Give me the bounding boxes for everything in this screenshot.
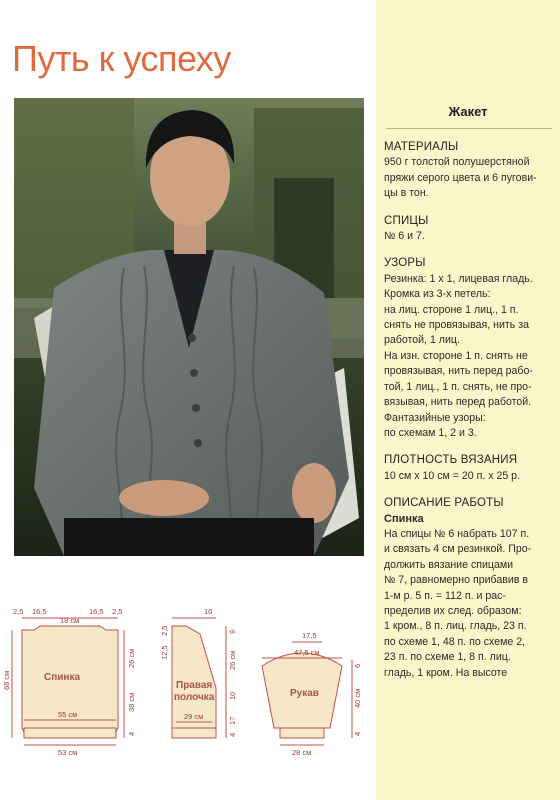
heading-divider (386, 128, 552, 129)
back-right-dim: 26 см (127, 648, 136, 668)
front-top-dim: 10 (204, 607, 213, 616)
section-heading: МАТЕРИАЛЫ (384, 141, 459, 153)
sleeve-bottom-dim: 28 см (292, 748, 312, 757)
front-left-dim: 12,5 (160, 645, 169, 660)
sleeve-right-dim: 40 см (353, 688, 362, 708)
back-ribbing (24, 728, 116, 738)
back-top-dim: 2,5 (112, 607, 123, 616)
back-left-dim: 68 см (2, 670, 11, 690)
section-subheading: Спинка (384, 512, 424, 525)
front-right-dim: 26 см (228, 650, 237, 670)
section-needles (384, 214, 556, 245)
section-text: Резинка: 1 х 1, лицевая гладь. Кромка из 3-х петель: на лиц. стороне 1 лиц., 1 п. снять не провязывая, нить за работой, 1 лиц. На изн. стороне 1 п. снять не провязывая, нить перед рабо- той, 1 лиц., 1 п. снять, не про- вязывая, нить перед работой. Фантазийные узоры: по схемам 1, 2 и 3. (384, 272, 533, 439)
model-photo (14, 98, 364, 556)
garment-heading: Жакет (448, 104, 488, 119)
page-title: Путь к успеху (12, 38, 231, 79)
section-patterns (384, 256, 556, 441)
section-gauge (384, 453, 556, 484)
section-text: 950 г толстой полушерстяной пряжи серого цвета и 6 пугови- цы в тон. (384, 156, 537, 200)
back-top-dim: 2,5 (13, 607, 24, 616)
model-photo-illustration (14, 98, 364, 556)
front-ribbing (172, 728, 216, 738)
back-right-dim: 4 (127, 731, 136, 736)
sleeve-piece-label: Рукав (290, 688, 319, 699)
sleeve-right-dim: 6 (353, 663, 362, 668)
back-piece-label: Спинка (44, 672, 81, 683)
section-text: № 6 и 7. (384, 230, 425, 243)
schematics-svg (0, 600, 376, 800)
instructions-body (384, 140, 556, 681)
section-heading: ОПИСАНИЕ РАБОТЫ (384, 497, 504, 510)
section-heading: ПЛОТНОСТЬ ВЯЗАНИЯ (384, 454, 518, 467)
sleeve-right-dim: 4 (353, 731, 362, 736)
section-heading: УЗОРЫ (384, 257, 426, 270)
section-materials (384, 140, 556, 202)
back-width-upper: 55 см (58, 710, 78, 719)
back-width-lower: 53 см (58, 748, 78, 757)
sleeve-ribbing (280, 728, 324, 738)
section-description (384, 496, 556, 681)
front-right-dim: 10 (228, 691, 237, 700)
section-heading: СПИЦЫ (384, 214, 429, 227)
back-top-dim: 16,5 (89, 607, 104, 616)
back-right-dim: 38 см (127, 692, 136, 712)
back-top-dim: 16,5 (32, 607, 47, 616)
sleeve-mid-dim: 47,5 см (294, 648, 320, 657)
instructions-sidebar (376, 0, 560, 800)
front-right-dim: 4 (228, 732, 237, 737)
section-text: На спицы № 6 набрать 107 п. и связать 4 см резинкой. Про- должить вязание спицами № 7, равномерно прибавив в 1-м р. 5 п. = 112 п. и рас- пределив их след. образом: 1 кром., 8 п. лиц. гладь, 23 п. по схеме 1, 48 п. по схеме 2, 23 п. по схеме 1, 8 п. лиц. гладь, 1 кром. На высоте (384, 527, 532, 679)
pattern-schematics (0, 600, 376, 800)
front-right-dim: 17 (228, 716, 237, 725)
front-piece-label-1: Правая (176, 680, 213, 691)
front-piece-label-2: полочка (174, 692, 215, 703)
back-top-dim: 18 см (60, 616, 80, 625)
front-left-dim: 2,5 (160, 625, 169, 636)
front-bottom-dim: 29 см (184, 712, 204, 721)
sleeve-top-dim: 17,5 (302, 631, 317, 640)
front-right-dim: 9 (228, 629, 237, 634)
section-text: 10 см х 10 см = 20 п. х 25 р. (384, 469, 521, 482)
